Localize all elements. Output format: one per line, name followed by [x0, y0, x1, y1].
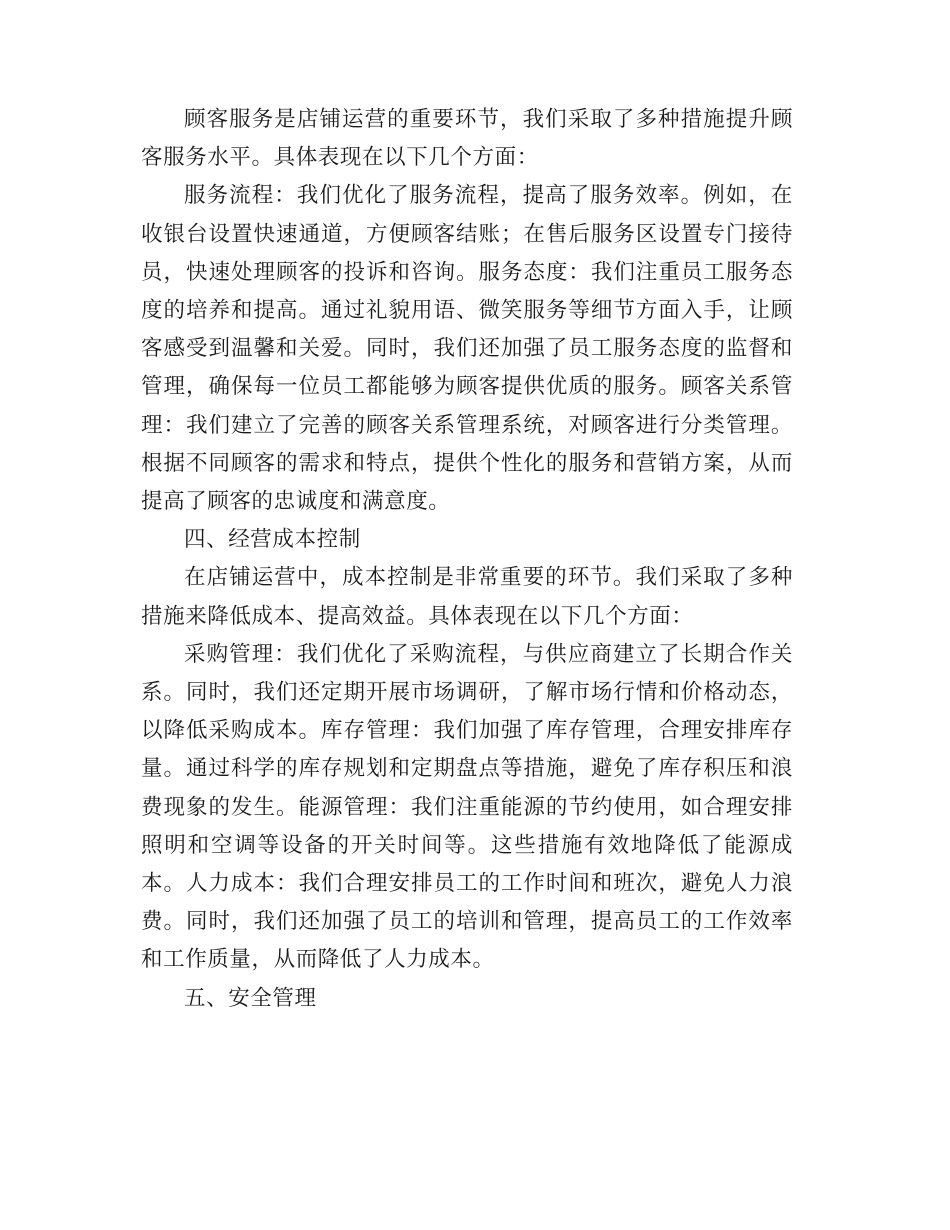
paragraph-cost-control-intro: 在店铺运营中，成本控制是非常重要的环节。我们采取了多种措施来降低成本、提高效益。具体表现在以下几个方面： [141, 565, 793, 629]
section-heading-cost-control: 四、经营成本控制 [184, 527, 361, 553]
section-heading-safety-management: 五、安全管理 [184, 985, 317, 1011]
document-body [141, 101, 793, 1018]
paragraph-customer-service-intro: 顾客服务是店铺运营的重要环节，我们采取了多种措施提升顾客服务水平。具体表现在以下几个方面： [141, 107, 793, 171]
paragraph-cost-control-details: 采购管理：我们优化了采购流程，与供应商建立了长期合作关系。同时，我们还定期开展市场调研，了解市场行情和价格动态，以降低采购成本。库存管理：我们加强了库存管理，合理安排库存量。通过科学的库存规划和定期盘点等措施，避免了库存积压和浪费现象的发生。能源管理：我们注重能源的节约使用，如合理安排照明和空调等设备的开关时间等。这些措施有效地降低了能源成本。人力成本：我们合理安排员工的工作时间和班次，避免人力浪费。同时，我们还加强了员工的培训和管理，提高员工的工作效率和工作质量，从而降低了人力成本。 [141, 641, 793, 973]
paragraph-customer-service-details: 服务流程：我们优化了服务流程，提高了服务效率。例如，在收银台设置快速通道，方便顾客结账；在售后服务区设置专门接待员，快速处理顾客的投诉和咨询。服务态度：我们注重员工服务态度的培养和提高。通过礼貌用语、微笑服务等细节方面入手，让顾客感受到温馨和关爱。同时，我们还加强了员工服务态度的监督和管理，确保每一位员工都能够为顾客提供优质的服务。顾客关系管理：我们建立了完善的顾客关系管理系统，对顾客进行分类管理。根据不同顾客的需求和特点，提供个性化的服务和营销方案，从而提高了顾客的忠诚度和满意度。 [141, 183, 793, 515]
